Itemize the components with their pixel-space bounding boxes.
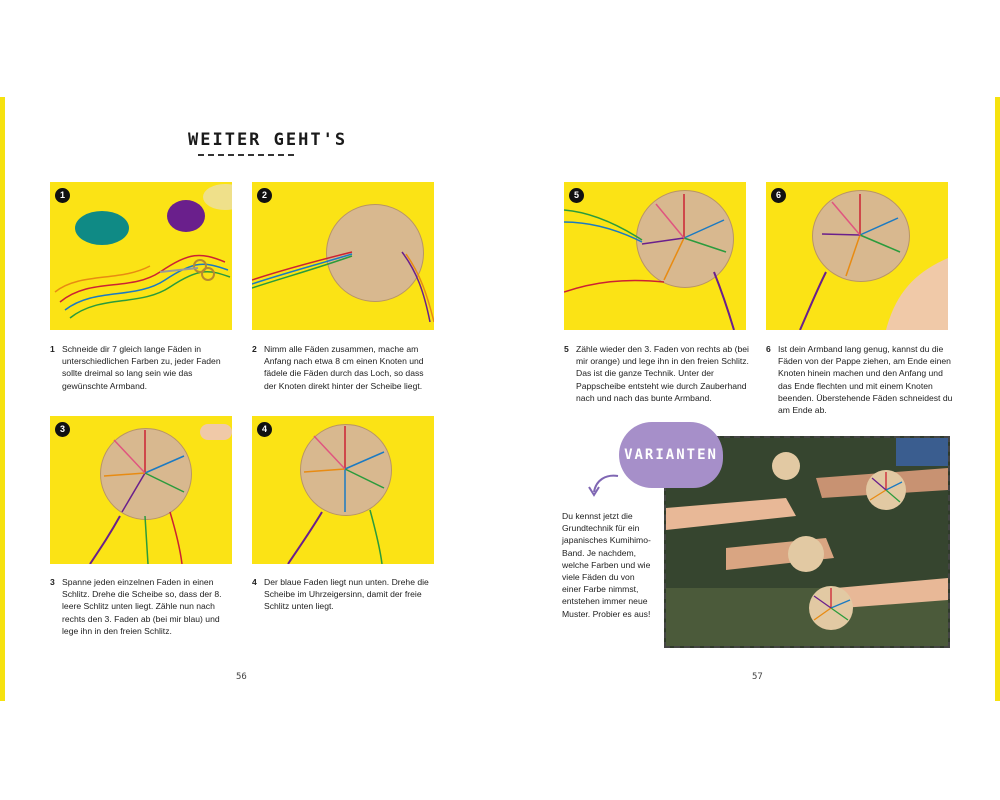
right-yellow-edge: [995, 97, 1000, 701]
section-title: WEITER GEHT'S: [188, 130, 347, 150]
step-2-caption: 2 Nimm alle Fäden zusammen, mache am Anfang nach etwa 8 cm einen Knoten und fädele die Fäden durch das Loch, so dass der Knoten direkt hinter der Scheibe liegt.: [252, 344, 424, 391]
step-5-caption: 5 Zähle wieder den 3. Faden von rechts ab (bei mir orange) und lege ihn in den freien Schlitz. Das ist die ganze Technik. Unter der Pappscheibe entsteht wie durch Zauberhand nach und nach das bunte Armband.: [564, 344, 749, 403]
disc-threads-illustration: [50, 416, 232, 564]
disc-threads-illustration: [564, 182, 746, 330]
step-2-photo: [252, 182, 434, 330]
disc-and-hand-illustration: [766, 182, 948, 330]
step-badge: 3: [55, 422, 70, 437]
left-yellow-edge: [0, 97, 5, 701]
step-5-photo: [564, 182, 746, 330]
step-6-photo: [766, 182, 948, 330]
step-4-caption: 4 Der blaue Faden liegt nun unten. Drehe die Scheibe im Uhrzeigersinn, damit der freie Schlitz unten liegt.: [252, 577, 429, 612]
threads-illustration: [252, 182, 434, 330]
yarn-and-scissors-illustration: [50, 182, 232, 330]
step-4-photo: [252, 416, 434, 564]
varianten-text: Du kennst jetzt die Grundtechnik für ein japanisches Kumihimo-Band. Je nachdem, welche Farben und wie viele Fäden du von einer Farbe nimmst, entstehen immer neue Muster. Probier es aus!: [562, 511, 651, 619]
step-6-caption: 6 Ist dein Armband lang genug, kannst du die Fäden von der Pappe ziehen, am Ende einen Knoten hinein machen und den Anfang und das Ende flechten und mit einem Knoten beenden. Überstehende Fäden schneidest du am Ende ab.: [766, 344, 953, 416]
disc-threads-illustration: [252, 416, 434, 564]
page-number-left: 56: [236, 672, 247, 682]
step-badge: 2: [257, 188, 272, 203]
step-badge: 5: [569, 188, 584, 203]
step-1-photo: [50, 182, 232, 330]
step-3-caption: 3 Spanne jeden einzelnen Faden in einen Schlitz. Drehe die Scheibe so, dass der 8. leere Schlitz unten liegt. Zähle nun nach rechts den 3. Faden ab (bei mir blau) und lege ihn in den freien Schlitz.: [50, 577, 222, 636]
curved-arrow-icon: [586, 470, 622, 500]
page-number-right: 57: [752, 672, 763, 682]
step-1-caption: 1 Schneide dir 7 gleich lange Fäden in unterschiedlichen Farben zu, jeder Faden sollte dreimal so lang sein wie das gewünschte Armband.: [50, 344, 221, 391]
title-underline: [198, 154, 294, 156]
step-badge: 4: [257, 422, 272, 437]
step-3-photo: [50, 416, 232, 564]
step-badge: 6: [771, 188, 786, 203]
varianten-badge: VARIANTEN: [619, 422, 723, 488]
step-badge: 1: [55, 188, 70, 203]
